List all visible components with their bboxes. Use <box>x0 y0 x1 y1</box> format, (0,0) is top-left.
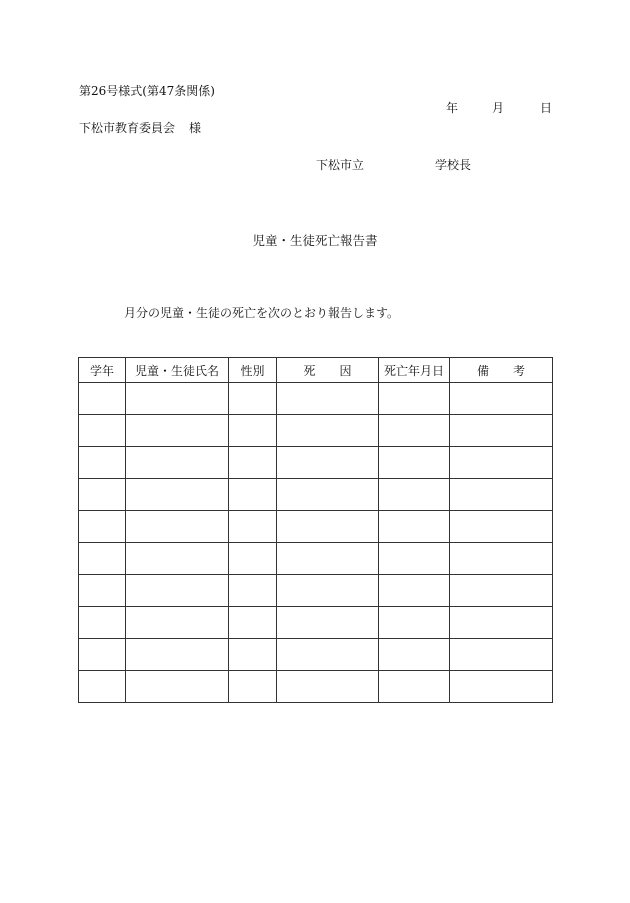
table-row <box>79 543 553 575</box>
remarks-cell <box>450 415 553 447</box>
date-day-label: 日 <box>540 101 553 115</box>
date-of-death-cell <box>379 671 450 703</box>
cause-of-death-cell <box>277 671 379 703</box>
date-year-label: 年 <box>446 101 459 115</box>
form-number: 第26号様式(第47条関係) <box>79 84 215 98</box>
gender-cell <box>229 575 277 607</box>
death-report-table <box>78 357 553 703</box>
date-of-death-cell <box>379 639 450 671</box>
table-row <box>79 639 553 671</box>
remarks-cell <box>450 479 553 511</box>
cause-of-death-cell <box>277 447 379 479</box>
student-name-cell <box>126 543 229 575</box>
student-name-cell <box>126 479 229 511</box>
student-name-cell <box>126 671 229 703</box>
remarks-cell <box>450 639 553 671</box>
column-header-gender: 性別 <box>229 358 277 383</box>
table-row <box>79 575 553 607</box>
table-row <box>79 383 553 415</box>
table-row <box>79 607 553 639</box>
grade-cell <box>79 543 126 575</box>
gender-cell <box>229 447 277 479</box>
cause-of-death-cell <box>277 479 379 511</box>
cause-of-death-cell <box>277 511 379 543</box>
date-of-death-cell <box>379 447 450 479</box>
table-header-row <box>79 358 553 383</box>
date-of-death-cell <box>379 511 450 543</box>
student-name-cell <box>126 607 229 639</box>
gender-cell <box>229 671 277 703</box>
column-header-date-of-death: 死亡年月日 <box>379 358 450 383</box>
sender-city-label: 下松市立 <box>316 158 365 172</box>
cause-of-death-cell <box>277 383 379 415</box>
gender-cell <box>229 383 277 415</box>
cause-of-death-cell <box>277 607 379 639</box>
grade-cell <box>79 511 126 543</box>
table-row <box>79 671 553 703</box>
column-header-cause-of-death: 死 因 <box>277 358 379 383</box>
remarks-cell <box>450 575 553 607</box>
grade-cell <box>79 479 126 511</box>
grade-cell <box>79 415 126 447</box>
remarks-cell <box>450 383 553 415</box>
remarks-cell <box>450 511 553 543</box>
student-name-cell <box>126 415 229 447</box>
table-row <box>79 415 553 447</box>
grade-cell <box>79 607 126 639</box>
gender-cell <box>229 511 277 543</box>
table-row <box>79 479 553 511</box>
remarks-cell <box>450 543 553 575</box>
date-of-death-cell <box>379 479 450 511</box>
body-text: 月分の児童・生徒の死亡を次のとおり報告します。 <box>124 306 400 320</box>
student-name-cell <box>126 511 229 543</box>
student-name-cell <box>126 639 229 671</box>
grade-cell <box>79 575 126 607</box>
table-row <box>79 447 553 479</box>
date-of-death-cell <box>379 543 450 575</box>
date-of-death-cell <box>379 607 450 639</box>
cause-of-death-cell <box>277 543 379 575</box>
gender-cell <box>229 543 277 575</box>
date-month-label: 月 <box>492 101 505 115</box>
cause-of-death-cell <box>277 415 379 447</box>
table-body <box>79 383 553 703</box>
grade-cell <box>79 639 126 671</box>
column-header-student-name: 児童・生徒氏名 <box>126 358 229 383</box>
student-name-cell <box>126 447 229 479</box>
remarks-cell <box>450 607 553 639</box>
student-name-cell <box>126 383 229 415</box>
remarks-cell <box>450 671 553 703</box>
addressee-name: 下松市教育委員会 <box>79 121 176 135</box>
date-of-death-cell <box>379 415 450 447</box>
remarks-cell <box>450 447 553 479</box>
cause-of-death-cell <box>277 639 379 671</box>
gender-cell <box>229 479 277 511</box>
date-line <box>446 99 553 115</box>
gender-cell <box>229 415 277 447</box>
column-header-remarks: 備 考 <box>450 358 553 383</box>
grade-cell <box>79 383 126 415</box>
column-header-grade: 学年 <box>79 358 126 383</box>
document-title: 児童・生徒死亡報告書 <box>252 233 378 248</box>
cause-of-death-cell <box>277 575 379 607</box>
table-row <box>79 511 553 543</box>
gender-cell <box>229 607 277 639</box>
grade-cell <box>79 447 126 479</box>
date-of-death-cell <box>379 575 450 607</box>
addressee <box>79 119 201 136</box>
gender-cell <box>229 639 277 671</box>
student-name-cell <box>126 575 229 607</box>
date-of-death-cell <box>379 383 450 415</box>
addressee-honorific: 様 <box>189 121 202 135</box>
sender-title-label: 学校長 <box>435 158 472 172</box>
grade-cell <box>79 671 126 703</box>
